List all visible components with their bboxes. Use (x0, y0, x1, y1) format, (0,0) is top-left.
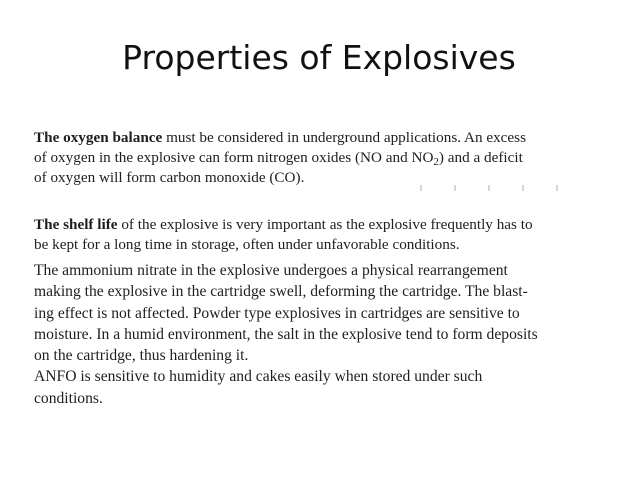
slide-title: Properties of Explosives (122, 38, 516, 77)
line-text: of the explosive is very important as the explosive frequently has to (117, 216, 533, 233)
paragraph-line: conditions. (34, 389, 103, 407)
paragraph-line: ANFO is sensitive to humidity and cakes easily when stored under such (34, 368, 483, 386)
paragraph-line: be kept for a long time in storage, often under unfavorable conditions. (34, 236, 460, 253)
paragraph-line: making the explosive in the cartridge swell, deforming the cartridge. The blast- (34, 283, 528, 301)
subscript-2: 2 (433, 156, 439, 168)
line-text: ) and a deficit (438, 149, 523, 166)
ammonium-nitrate-paragraph (34, 260, 594, 409)
paragraph-line: on the cartridge, thus hardening it. (34, 347, 249, 365)
paragraph-line (34, 215, 594, 235)
oxygen-balance-term: The oxygen balance (34, 129, 163, 146)
line-text: must be considered in underground applications. An excess (162, 129, 526, 146)
line-text: of oxygen in the explosive can form nitrogen oxides (NO and NO (34, 149, 434, 166)
paragraph-line: of oxygen will form carbon monoxide (CO). (34, 169, 305, 186)
paragraph-line (34, 148, 594, 168)
oxygen-balance-paragraph (34, 128, 594, 188)
paragraph-line: ing effect is not affected. Powder type explosives in cartridges are sensitive to (34, 304, 520, 322)
shelf-life-paragraph (34, 215, 594, 255)
paragraph-line: moisture. In a humid environment, the salt in the explosive tend to form deposits (34, 325, 538, 343)
scan-artifact (420, 185, 560, 191)
paragraph-line (34, 128, 594, 148)
paragraph-line: The ammonium nitrate in the explosive undergoes a physical rearrangement (34, 262, 508, 279)
shelf-life-term: The shelf life (34, 216, 118, 233)
